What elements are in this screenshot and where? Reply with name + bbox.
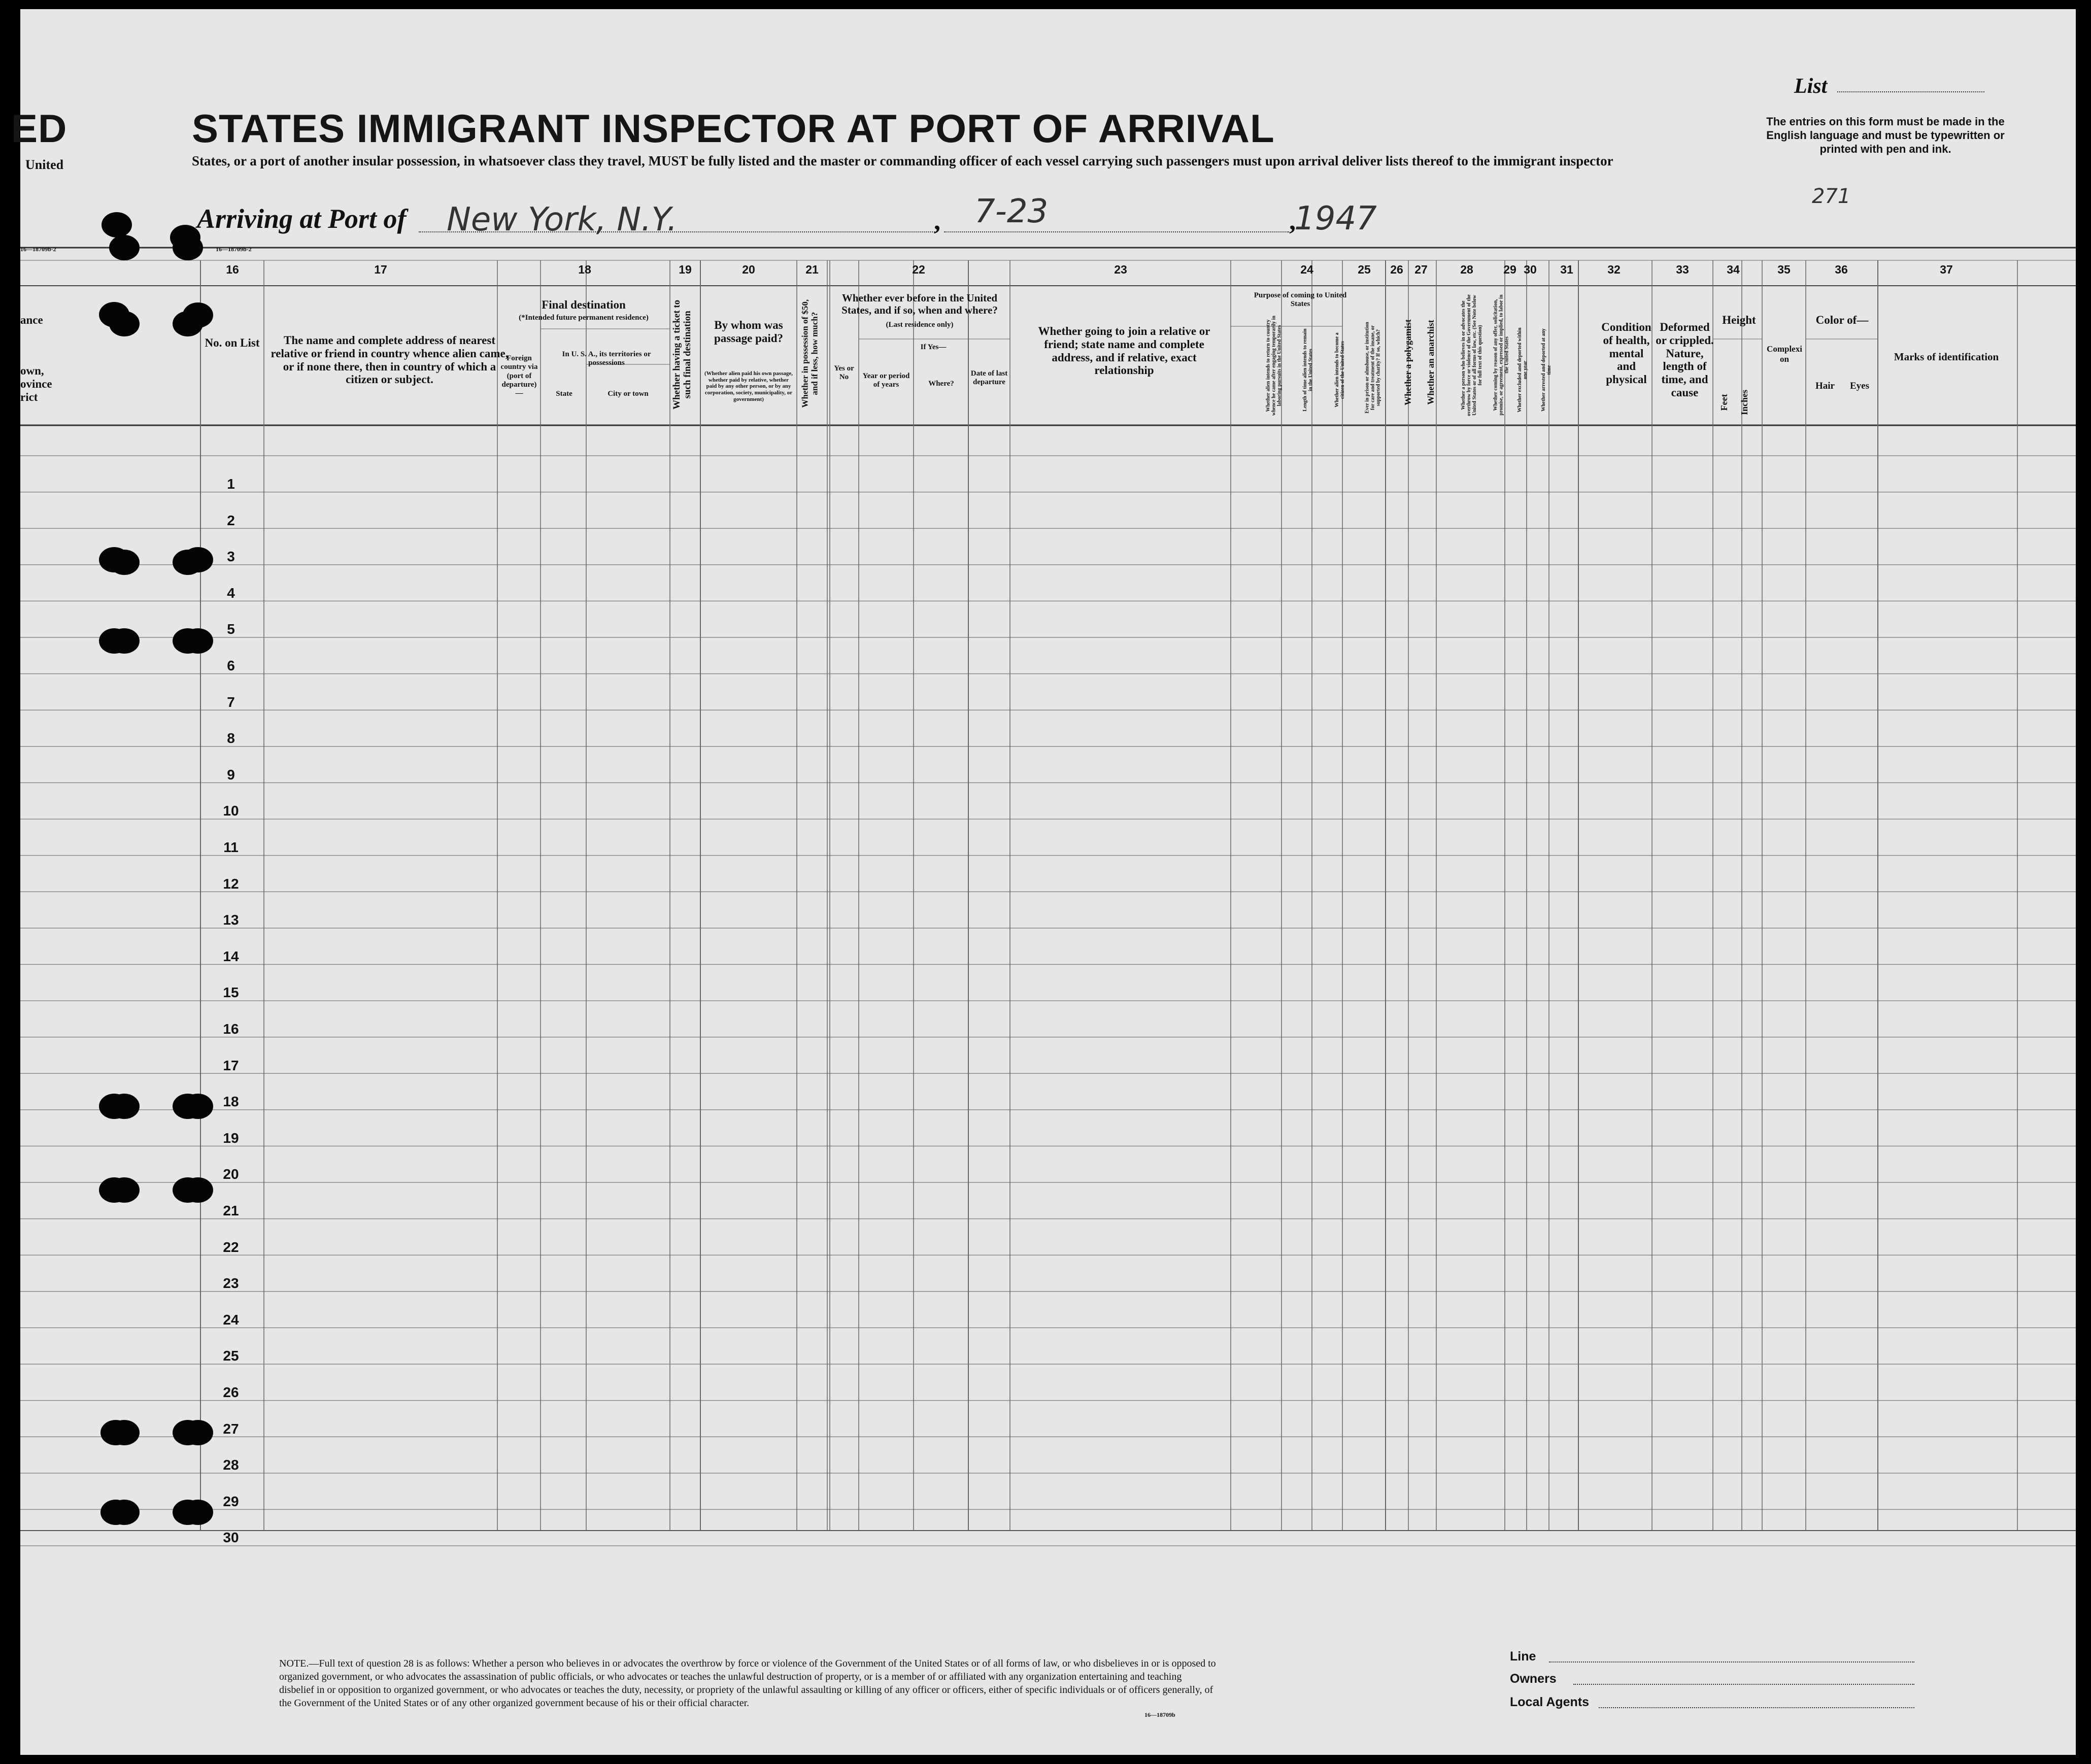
col22-ifyes: If Yes— xyxy=(920,343,947,351)
row-number: 11 xyxy=(223,839,239,855)
row-number: 28 xyxy=(223,1457,239,1473)
col25-label: Ever in prison or almshouse, or institution for care and treatment of the insane, or supported by charity? If so, which? xyxy=(1364,322,1381,414)
footer-form-code: 16—18709b xyxy=(1144,1711,1175,1718)
col27-label: Whether an anarchist xyxy=(1426,320,1436,405)
row-number: 18 xyxy=(223,1094,239,1110)
row-number: 1 xyxy=(227,476,235,492)
row-number: 13 xyxy=(223,912,239,928)
column-number: 24 xyxy=(1300,263,1313,276)
page-title: STATES IMMIGRANT INSPECTOR AT PORT OF ARRIVAL xyxy=(192,106,1275,151)
row-number: 10 xyxy=(223,803,239,819)
col18-foreign: Foreign country via (port of departure)— xyxy=(500,354,538,397)
col22-note: (Last residence only) xyxy=(886,321,954,329)
row-number: 14 xyxy=(223,948,239,964)
col18-city: City or town xyxy=(608,390,649,398)
column-number: 37 xyxy=(1940,263,1953,276)
manifest-sheet xyxy=(11,9,2076,1755)
date-handwritten: 7-23 xyxy=(974,193,1049,230)
col18-note: (*Intended future permanent residence) xyxy=(519,314,649,322)
column-number: 28 xyxy=(1460,263,1473,276)
row-number: 12 xyxy=(223,875,239,892)
col35-label: Complexion xyxy=(1767,344,1802,364)
col31-label: Whether arrested and deported at any time xyxy=(1541,328,1552,412)
port-handwritten: New York, N.Y. xyxy=(447,201,678,239)
column-number: 35 xyxy=(1777,263,1791,276)
col33-label: Deformed or crippled. Nature, length of time, and cause xyxy=(1656,321,1714,399)
header-left-sub: United xyxy=(25,157,64,172)
row-number: 5 xyxy=(227,621,235,637)
column-number: 22 xyxy=(912,263,925,276)
column-number: 21 xyxy=(805,263,819,276)
row-number: 8 xyxy=(227,730,235,747)
column-number: 26 xyxy=(1390,263,1403,276)
column-number: 18 xyxy=(578,263,591,276)
col24-a: Whether alien intends to return to country whence he came after engaging temporarily in laboring pursuits in the United States xyxy=(1265,316,1283,416)
col36-hair: Hair xyxy=(1815,381,1835,391)
column-number: 27 xyxy=(1414,263,1428,276)
column-number: 16 xyxy=(226,263,239,276)
row-number: 9 xyxy=(227,766,235,783)
row-number: 22 xyxy=(223,1239,239,1255)
col20-title: By whom was passage paid? xyxy=(714,319,784,345)
col22-where: Where? xyxy=(928,380,954,388)
column-number: 36 xyxy=(1835,263,1848,276)
footer-owners-label: Owners xyxy=(1510,1672,1557,1686)
row-number: 3 xyxy=(227,549,235,565)
row-number: 17 xyxy=(223,1057,239,1073)
column-number: 31 xyxy=(1560,263,1573,276)
header-subtitle: States, or a port of another insular possession, in whatsoever class they travel, MUST be fully listed and the master or commanding officer of each vessel carrying such passengers must upon arrival deliver lists thereof to the immigrant inspector xyxy=(192,153,1613,168)
list-number: 271 xyxy=(1812,185,1851,208)
col19-label: Whether having a ticket to such final destination xyxy=(671,299,693,410)
row-number: 30 xyxy=(223,1530,239,1546)
column-number: 17 xyxy=(374,263,387,276)
col26-label: Whether a polygamist xyxy=(1403,319,1413,405)
col34-feet: Feet xyxy=(1719,394,1730,411)
column-number: 20 xyxy=(742,263,755,276)
column-number: 29 xyxy=(1503,263,1516,276)
col34-title: Height xyxy=(1722,314,1756,326)
col20-note: (Whether alien paid his own passage, whether paid by relative, whether paid by any other person, or by any corporation, society, municipality, or government) xyxy=(704,370,793,402)
date-line xyxy=(944,231,1289,232)
col18-state: State xyxy=(556,390,572,398)
col24-title: Purpose of coming to United States xyxy=(1254,291,1347,309)
row-number: 29 xyxy=(223,1493,239,1509)
comma-2: , xyxy=(1289,207,1296,235)
row-number: 24 xyxy=(223,1311,239,1328)
row-number: 23 xyxy=(223,1275,239,1292)
year-handwritten: 1947 xyxy=(1294,200,1377,238)
row-number: 6 xyxy=(227,658,235,673)
column-number: 32 xyxy=(1607,263,1621,276)
col29-label: Whether coming by reason of any offer, solicitation, promise, or agreement, expressed or implied, to labor in the United States xyxy=(1493,294,1510,416)
col17-label: The name and complete address of nearest relative or friend in country whence alien came, or if none there, then in country of which a citizen or subject. xyxy=(271,334,509,386)
left-label-1: ance xyxy=(20,314,43,326)
col28-label: Whether a person who believes in or advocates the overthrow by force or violence of the Government of the United States or of all forms of law, etc. (See Note below for full text of this question) xyxy=(1461,294,1483,416)
col21-label: Whether in possession of $50, and if less, how much? xyxy=(800,299,819,408)
row-number: 15 xyxy=(223,985,239,1001)
col32-label: Condition of health, mental and physical xyxy=(1601,321,1651,386)
column-number: 25 xyxy=(1358,263,1371,276)
col18-title: Final destination xyxy=(542,298,626,311)
row-number: 27 xyxy=(223,1420,239,1437)
column-number: 19 xyxy=(679,263,692,276)
col18-usa: In U. S. A., its territories or possessions xyxy=(562,350,651,367)
col22-period: Year or period of years xyxy=(862,372,910,389)
column-number: 34 xyxy=(1727,263,1740,276)
comma-1: , xyxy=(934,207,940,235)
left-label-4: rict xyxy=(20,391,38,403)
col23-label: Whether going to join a relative or friend; state name and complete address, and if relative, exact relationship xyxy=(1038,325,1210,377)
col24-b: Length of time alien intends to remain in the United States xyxy=(1302,328,1313,412)
form-code-mid: 16—18709b-2 xyxy=(216,246,252,253)
column-number: 23 xyxy=(1114,263,1127,276)
header-notice: The entries on this form must be made in the English language and must be typewritten or printed with pen and ink. xyxy=(1766,115,2005,155)
row-number: 21 xyxy=(223,1203,239,1218)
row-number: 2 xyxy=(227,512,235,528)
header-left-fragment: ED xyxy=(11,106,68,151)
row-number: 26 xyxy=(223,1384,239,1400)
column-number: 33 xyxy=(1676,263,1689,276)
column-number: 30 xyxy=(1524,263,1537,276)
col24-c: Whether alien intends to become a citizen of the United States xyxy=(1334,332,1345,408)
col36-title: Color of— xyxy=(1815,314,1869,326)
col22-title: Whether ever before in the United States, and if so, when and where? xyxy=(841,292,998,316)
footer-agents-rule xyxy=(1599,1707,1914,1708)
col22-date: Date of last departure xyxy=(970,369,1008,387)
row-number: 4 xyxy=(227,585,235,601)
footer-note: NOTE.—Full text of question 28 is as follows: Whether a person who believes in or advocates the overthrow by force or violence of the Government of the United States or of all forms of law, or who disbelieves in or is opposed to organized government, or who advocates the assassination of public officials, or who advocates or teaches the unlawful destruction of property, or is a member of or affiliated with any organization entertaining and teaching disbelief in or opposition to organized government, or who advocates or teaches the duty, necessity, or propriety of the unlawful assaulting or killing of any officer or officers, either of specific individuals or of officers generally, of the Government of the United States or of any other organized government because of his or their official character. xyxy=(279,1658,1216,1709)
row-number: 16 xyxy=(223,1021,239,1037)
col34-inches: Inches xyxy=(1739,389,1750,415)
row-number: 25 xyxy=(223,1348,239,1364)
col37-label: Marks of identification xyxy=(1894,351,1999,363)
arriving-label: Arriving at Port of xyxy=(197,203,407,234)
left-label-3: ovince xyxy=(20,378,52,390)
row-number: 19 xyxy=(223,1130,239,1146)
col30-label: Whether excluded and deported within one year xyxy=(1517,327,1528,413)
col16-label: No. on List xyxy=(205,336,260,349)
footer-owners-rule xyxy=(1573,1684,1914,1685)
footer-agents-label: Local Agents xyxy=(1510,1695,1590,1709)
left-label-2: own, xyxy=(20,364,44,377)
row-number: 20 xyxy=(223,1166,239,1182)
form-text-layer xyxy=(11,9,2076,1755)
footer-line-rule xyxy=(1549,1661,1914,1663)
row-number: 7 xyxy=(227,694,235,710)
col36-eyes: Eyes xyxy=(1850,381,1869,391)
footer-line-label: Line xyxy=(1510,1649,1536,1664)
col22-yesno: Yes or No xyxy=(834,364,854,382)
list-label: List xyxy=(1794,75,1828,98)
list-line xyxy=(1837,91,1984,92)
form-code-left: 16—18709b-2 xyxy=(20,246,56,253)
